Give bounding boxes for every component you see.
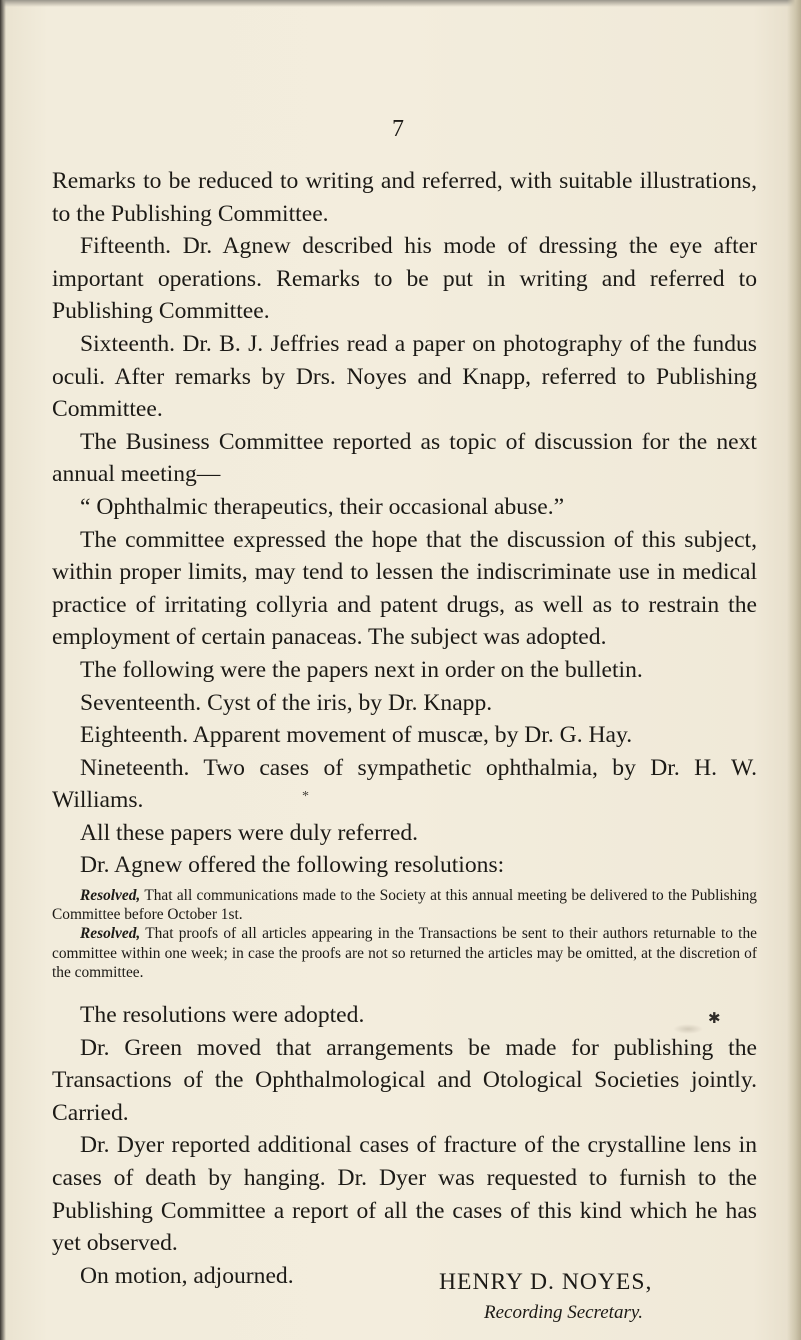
- resolution-item: [52, 886, 757, 924]
- resolutions-block: [52, 886, 757, 982]
- signature-title: Recording Secretary.: [484, 1302, 643, 1323]
- page-left-edge-shadow: [0, 0, 6, 1340]
- paragraph-dyer-report: Dr. Dyer reported additional cases of fracture of the crystalline lens in cases of death by hanging. Dr. Dyer was requested to furnish to the Publishing Committee a report of all the cases of this kind which he has yet observed.: [52, 1132, 757, 1257]
- paragraph-eighteenth: Eighteenth. Apparent movement of muscæ, by Dr. G. Hay.: [80, 722, 633, 749]
- resolution-text: That proofs of all articles appearing in the Transactions be sent to their authors returnable to the committee within one week; in case the proofs are not so returned the articles may be omitted, at the discretion of the committee.: [52, 925, 757, 981]
- paragraph-following-papers: The following were the papers next in order on the bulletin.: [80, 656, 643, 683]
- resolution-label: Resolved,: [80, 887, 141, 905]
- paragraph-green-motion: Dr. Green moved that arrangements be made for publishing the Transactions of the Ophthalmological and Otological Societies jointly. Carried.: [52, 1034, 757, 1126]
- resolution-item: [52, 924, 757, 982]
- page-top-edge-shadow: [0, 0, 801, 7]
- paragraph-nineteenth: Nineteenth. Two cases of sympathetic ophthalmia, by Dr. H. W. Williams.: [52, 754, 757, 814]
- resolution-label: Resolved,: [80, 925, 141, 943]
- resolution-text: That all communications made to the Society at this annual meeting be delivered to the Publishing Committee before October 1st.: [52, 887, 757, 924]
- page-right-edge-shadow: [787, 0, 801, 1340]
- margin-ink-mark: ✱: [708, 1011, 721, 1027]
- ink-smudge: [673, 1024, 703, 1034]
- page-number: 7: [392, 116, 404, 142]
- body-text: [52, 165, 757, 1292]
- paragraph-seventeenth: Seventeenth. Cyst of the iris, by Dr. Knapp.: [80, 689, 493, 716]
- paragraph-agnew-resolutions: Dr. Agnew offered the following resolutions:: [80, 852, 505, 879]
- paragraph-resolutions-adopted: The resolutions were adopted.: [80, 1002, 365, 1029]
- paragraph-discussion-topic: “ Ophthalmic therapeutics, their occasional abuse.”: [80, 493, 565, 520]
- paragraph-fifteenth: Fifteenth. Dr. Agnew described his mode of dressing the eye after important operations. Remarks to be put in writing and referred to Publishing Committee.: [52, 233, 757, 325]
- paragraph-papers-referred: All these papers were duly referred.: [80, 819, 419, 846]
- paragraph-committee-hope: The committee expressed the hope that the discussion of this subject, within proper limits, may tend to lessen the indiscriminate use in medical practice of irritating collyria and patent drugs, as well as to restrain the employment of certain panaceas. The subject was adopted.: [52, 526, 757, 651]
- asterisk-mark: *: [302, 789, 309, 804]
- paragraph-sixteenth: Sixteenth. Dr. B. J. Jeffries read a paper on photography of the fundus oculi. After remarks by Drs. Noyes and Knapp, referred to Publishing Committee.: [52, 330, 757, 423]
- paragraph-remarks-illustrations: Remarks to be reduced to writing and referred, with suitable illustrations, to the Publishing Committee.: [52, 168, 757, 227]
- paragraph-business-committee: The Business Committee reported as topic of discussion for the next annual meeting—: [52, 428, 757, 488]
- signature-name: HENRY D. NOYES,: [439, 1269, 653, 1295]
- paragraph-adjourned: On motion, adjourned.: [80, 1262, 294, 1289]
